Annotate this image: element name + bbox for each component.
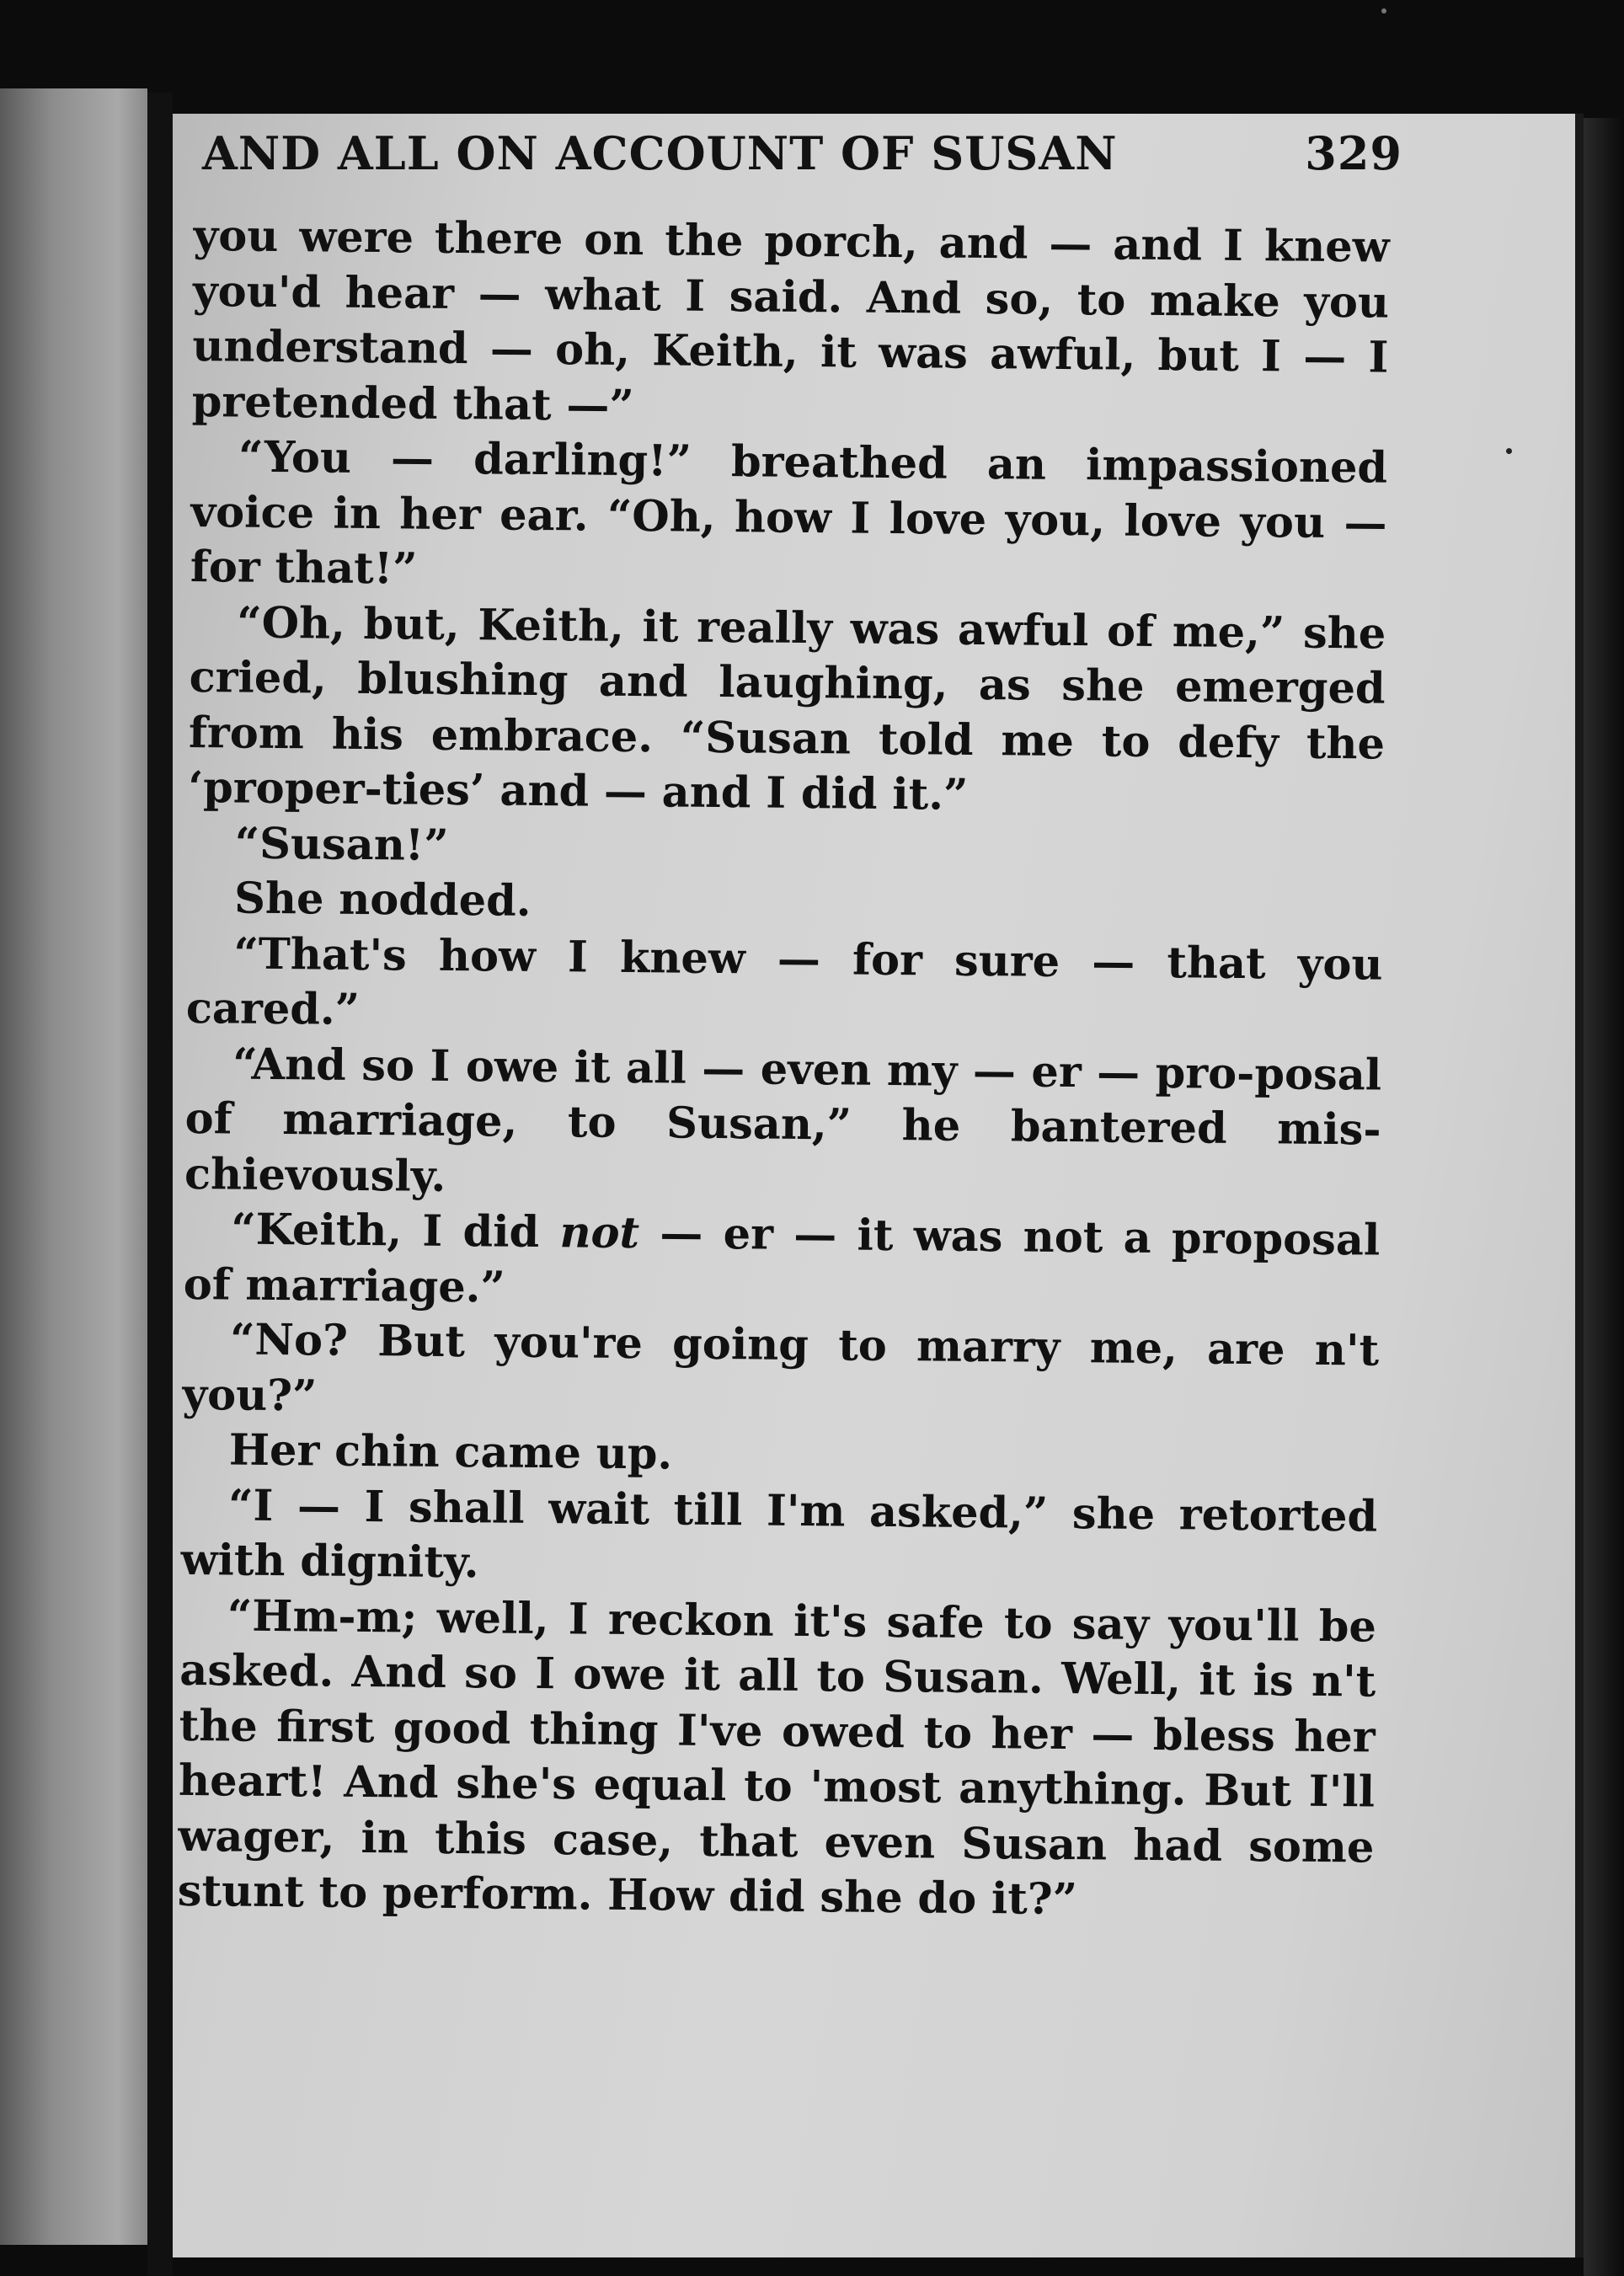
- paragraph-continued: you were there on the porch, and — and I knew you'd hear — what I said. And so, to make you understand — oh, Keith, it was awful, but I — I pretended that —”: [191, 210, 1390, 431]
- scan-speck: [1506, 448, 1512, 454]
- emphasized-word: not: [559, 1207, 640, 1259]
- paragraph: “Susan!”: [234, 818, 449, 871]
- paragraph: She nodded.: [233, 873, 532, 927]
- paragraph-with-emphasis: [183, 1202, 1380, 1324]
- running-head: [202, 126, 1402, 202]
- paragraph-text-after: — er — it was not a proposal of marriage.”: [183, 1208, 1381, 1313]
- paragraph: “And so I owe it all — even my — er — pro-posal of marriage, to Susan,” he bantered mis-chievously.: [184, 1038, 1382, 1202]
- book-gutter: [147, 93, 173, 2276]
- paragraph: “You — darling!” breathed an impassioned voice in her ear. “Oh, how I love you, love you — for that!”: [190, 431, 1388, 595]
- paragraph: “Hm-m; well, I reckon it's safe to say you'll be asked. And so I owe it all to Susan. Well, it is n't the first good thing I've owed to her — bless her heart! And she's equal to 'most anything. But I'll wager, in this case, that even Susan had some stunt to perform. How did she do it?”: [177, 1589, 1377, 1926]
- facing-page-edge: [0, 88, 147, 2245]
- body-text: [178, 209, 1390, 1931]
- running-head-title: AND ALL ON ACCOUNT OF SUSAN: [202, 126, 1118, 180]
- page-right-edge: [1584, 118, 1624, 2276]
- paragraph: Her chin came up.: [228, 1424, 673, 1480]
- paragraph-text-before: “Keith, I did: [231, 1204, 560, 1258]
- paragraph: “That's how I knew — for sure — that you cared.”: [185, 927, 1383, 1035]
- paragraph: “Oh, but, Keith, it really was awful of me,” she cried, blushing and laughing, as she emerged from his embrace. “Susan told me to defy the ‘proper-ties’ and — and I did it.”: [188, 597, 1386, 820]
- page-number: 329: [1305, 126, 1402, 180]
- paragraph: “I — I shall wait till I'm asked,” she retorted with dignity.: [180, 1479, 1378, 1589]
- paragraph: “No? But you're going to marry me, are n't you?”: [182, 1314, 1380, 1421]
- scan-speck: [1381, 8, 1386, 13]
